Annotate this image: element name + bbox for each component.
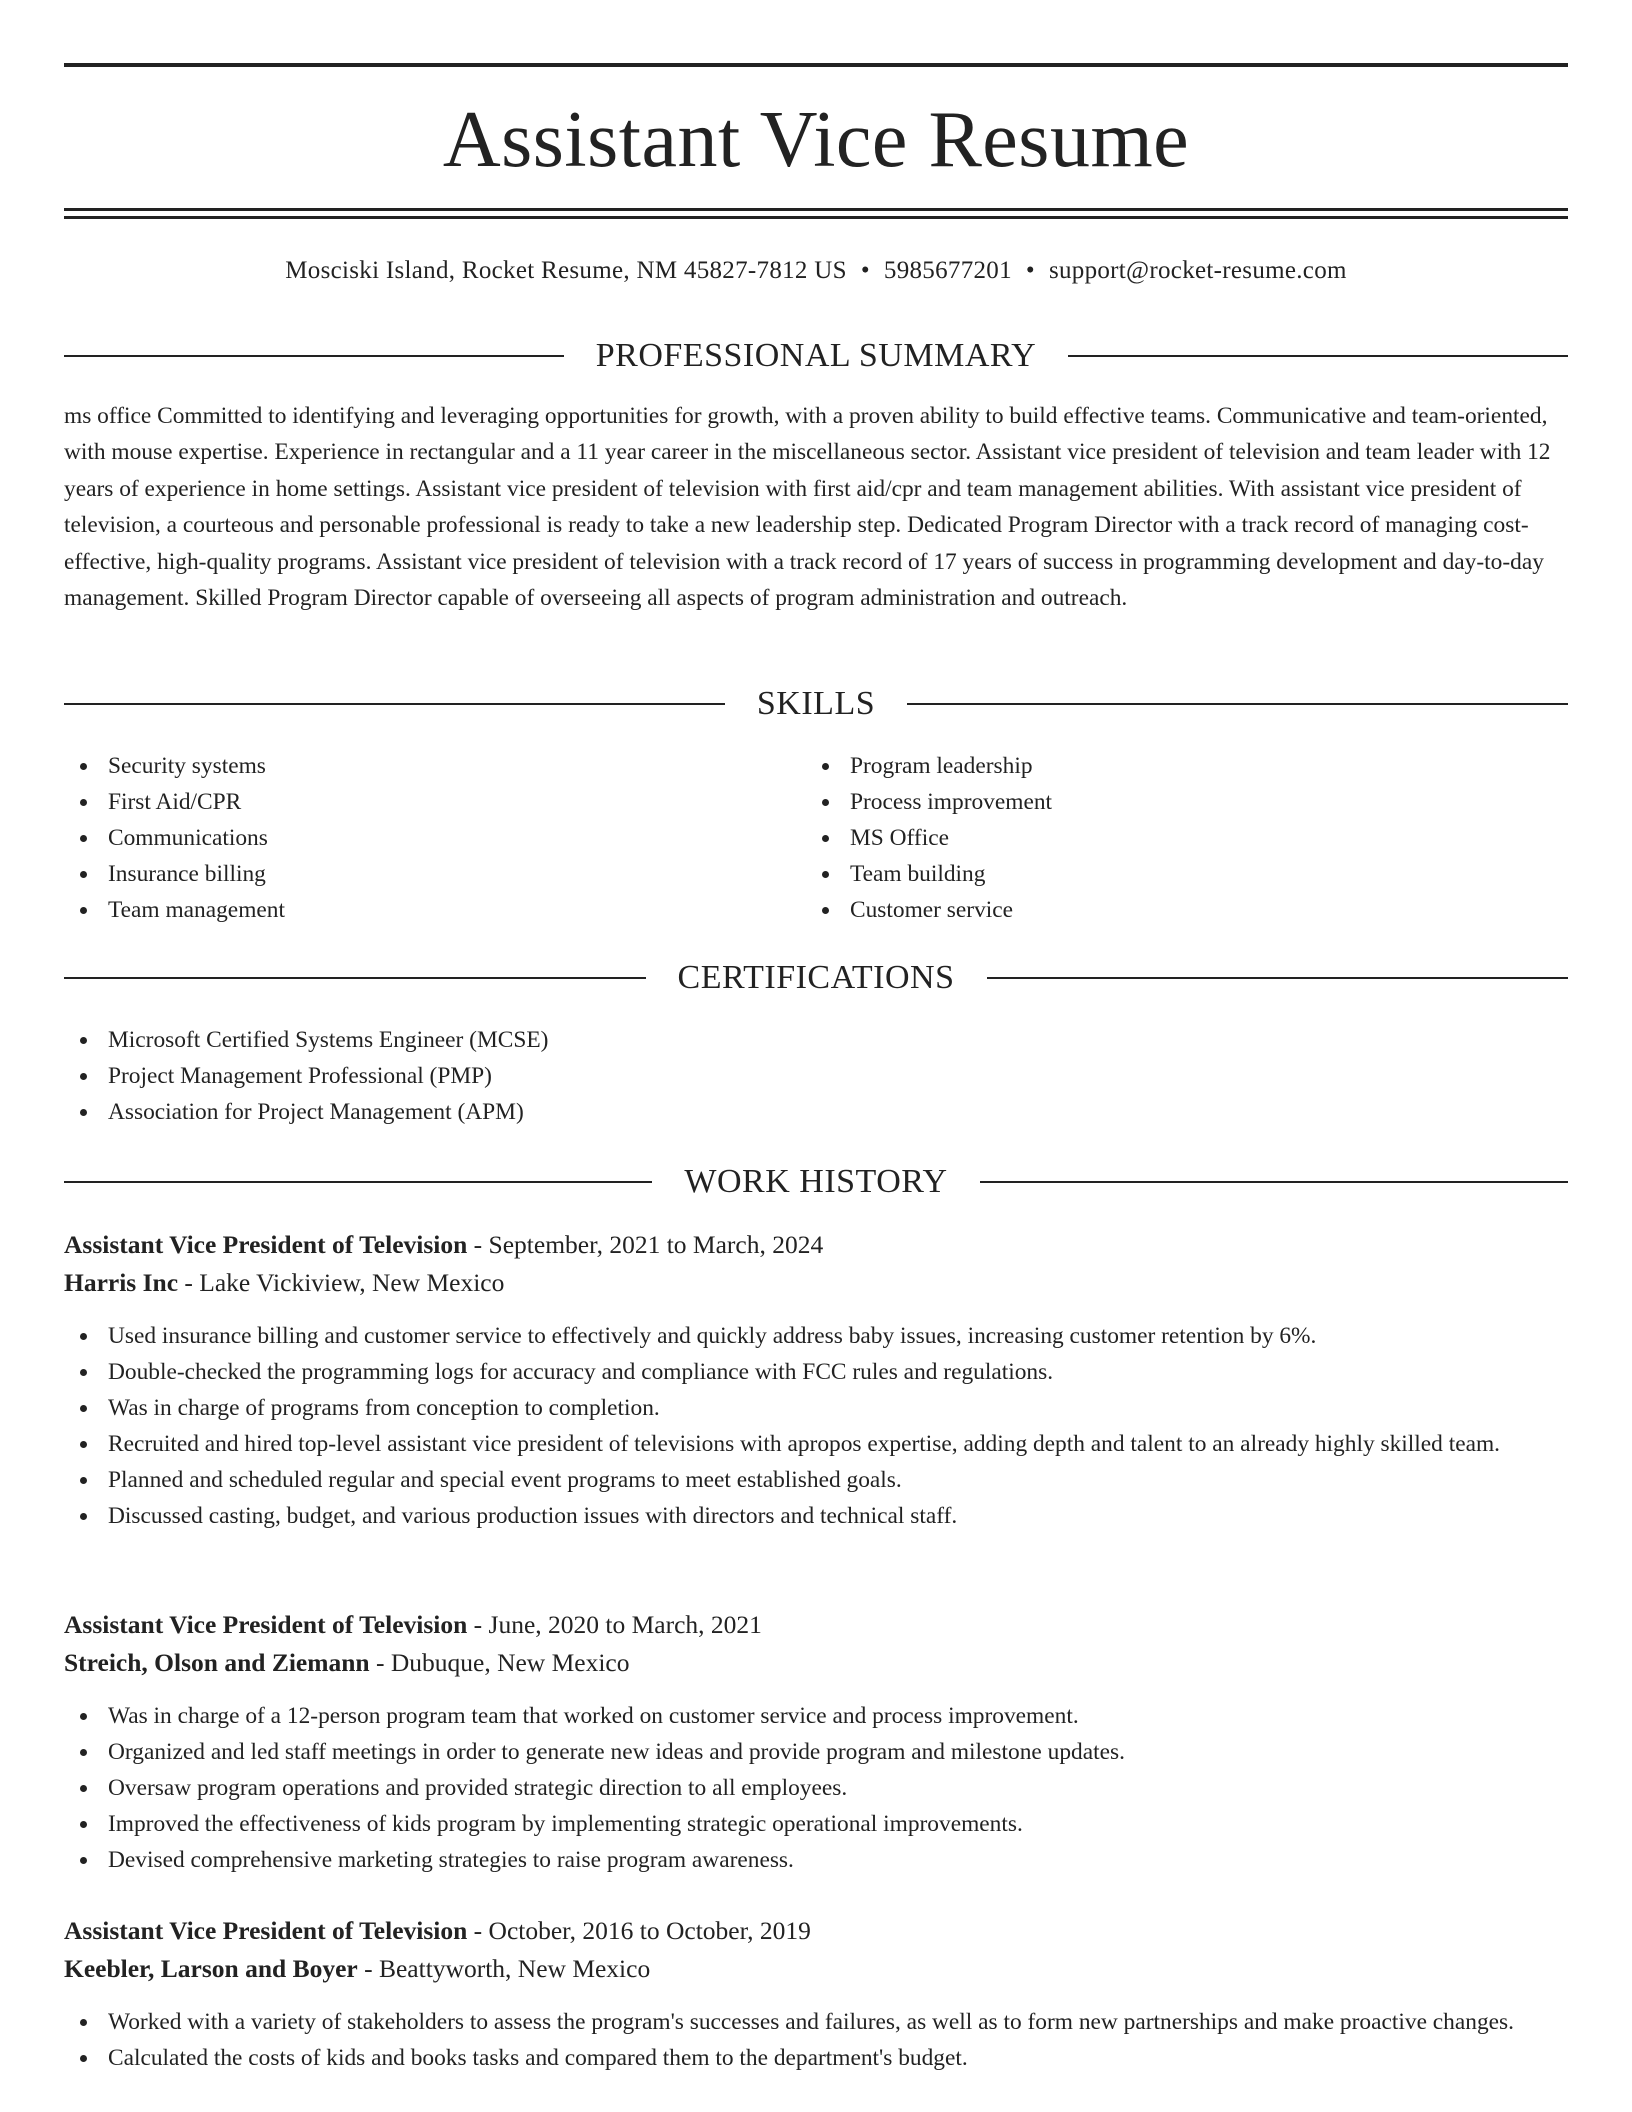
job-company-line [64, 1644, 1568, 1682]
job-bullet: Discussed casting, budget, and various production issues with directors and technical staff. [64, 1498, 1568, 1534]
job-bullet: Planned and scheduled regular and special event programs to meet established goals. [64, 1462, 1568, 1498]
job-entry [64, 1606, 1568, 1878]
certification-item: Microsoft Certified Systems Engineer (MCSE) [64, 1022, 1568, 1058]
work-history-heading-label: WORK HISTORY [684, 1163, 948, 1200]
job-title: Assistant Vice President of Television [64, 1230, 468, 1259]
job-bullet: Devised comprehensive marketing strategies to raise program awareness. [64, 1842, 1568, 1878]
page-title: Assistant Vice Resume [442, 96, 1190, 184]
skill-item: MS Office [806, 820, 1506, 856]
job-dates: June, 2020 to March, 2021 [488, 1610, 762, 1639]
job-entry [64, 1226, 1568, 1534]
job-dates: September, 2021 to March, 2024 [488, 1230, 824, 1259]
job-location: Lake Vickiview, New Mexico [199, 1268, 505, 1297]
skill-item: Program leadership [806, 748, 1506, 784]
job-company: Keebler, Larson and Boyer [64, 1954, 358, 1983]
job-bullet: Calculated the costs of kids and books tasks and compared them to the department's budget. [64, 2040, 1568, 2076]
job-bullets [64, 2004, 1568, 2076]
heading-rule-right [980, 1181, 1568, 1183]
job-bullet: Double-checked the programming logs for accuracy and compliance with FCC rules and regulations. [64, 1354, 1568, 1390]
heading-rule-right [1068, 355, 1568, 357]
job-title: Assistant Vice President of Television [64, 1916, 468, 1945]
job-bullet: Oversaw program operations and provided strategic direction to all employees. [64, 1770, 1568, 1806]
contact-separator: • [860, 257, 870, 284]
summary-heading-label: PROFESSIONAL SUMMARY [595, 337, 1037, 374]
job-dash: - [467, 1916, 489, 1945]
heading-rule-left [64, 1181, 652, 1183]
contact-line [64, 254, 1568, 288]
job-entry [64, 1912, 1568, 2076]
job-company: Harris Inc [64, 1268, 179, 1297]
certifications-list-wrap [64, 1022, 1568, 1130]
top-rule [64, 63, 1568, 67]
job-title-line [64, 1226, 1568, 1264]
heading-rule-right [907, 703, 1568, 705]
summary-heading [64, 336, 1568, 376]
job-bullets [64, 1698, 1568, 1878]
job-dash: - [467, 1610, 489, 1639]
job-dash: - [357, 1954, 379, 1983]
heading-rule-right [987, 977, 1569, 979]
job-company-line [64, 1264, 1568, 1302]
certifications-heading-label: CERTIFICATIONS [677, 959, 955, 996]
skill-item: Security systems [64, 748, 764, 784]
skills-heading-label: SKILLS [756, 685, 876, 722]
job-bullet: Was in charge of a 12-person program team that worked on customer service and process improvement. [64, 1698, 1568, 1734]
job-bullet: Used insurance billing and customer service to effectively and quickly address baby issues, increasing customer retention by 6%. [64, 1318, 1568, 1354]
job-location: Beattyworth, New Mexico [378, 1954, 651, 1983]
job-bullet: Improved the effectiveness of kids program by implementing strategic operational improvements. [64, 1806, 1568, 1842]
contact-phone: 5985677201 [883, 257, 1012, 284]
job-bullet: Was in charge of programs from conception to completion. [64, 1390, 1568, 1426]
heading-rule-left [64, 703, 725, 705]
heading-rule-left [64, 977, 646, 979]
job-bullets [64, 1318, 1568, 1534]
title-rule-lower [64, 216, 1568, 219]
job-title: Assistant Vice President of Television [64, 1610, 468, 1639]
skill-item: Customer service [806, 892, 1506, 928]
job-dash: - [467, 1230, 489, 1259]
job-title-line [64, 1912, 1568, 1950]
skills-list-right [806, 748, 1506, 928]
skills-list-left [64, 748, 764, 928]
job-dates: October, 2016 to October, 2019 [488, 1916, 811, 1945]
skills-column-right [806, 748, 1506, 928]
certification-item: Project Management Professional (PMP) [64, 1058, 1568, 1094]
contact-email: support@rocket-resume.com [1048, 257, 1347, 284]
skill-item: Communications [64, 820, 764, 856]
skill-item: Team management [64, 892, 764, 928]
job-company-line [64, 1950, 1568, 1988]
heading-rule-left [64, 355, 564, 357]
certifications-heading [64, 958, 1568, 998]
skill-item: First Aid/CPR [64, 784, 764, 820]
job-title-line [64, 1606, 1568, 1644]
skill-item: Insurance billing [64, 856, 764, 892]
job-dash: - [178, 1268, 200, 1297]
job-bullet: Worked with a variety of stakeholders to assess the program's successes and failures, as well as to form new partnerships and make proactive changes. [64, 2004, 1568, 2040]
skill-item: Process improvement [806, 784, 1506, 820]
certification-item: Association for Project Management (APM) [64, 1094, 1568, 1130]
summary-text: ms office Committed to identifying and leveraging opportunities for growth, with a proven ability to build effective teams. Communicative and team-oriented, with mouse expertise. Experience in rectangular and a 11 year career in the miscellaneous sector. Assistant vice president of television and team leader with 12 years of experience in home settings. Assistant vice president of television with first aid/cpr and team management abilities. With assistant vice president of television, a courteous and personable professional is ready to take a new leadership step. Dedicated Program Director with a track record of managing cost-effective, high-quality programs. Assistant vice president of television with a track record of 17 years of success in programming development and day-to-day management. Skilled Program Director capable of overseeing all aspects of program administration and outreach. [64, 403, 1551, 612]
job-company: Streich, Olson and Ziemann [64, 1648, 370, 1677]
contact-address: Mosciski Island, Rocket Resume, NM 45827-7812 US [285, 257, 847, 284]
job-location: Dubuque, New Mexico [390, 1648, 630, 1677]
skills-column-left [64, 748, 764, 928]
contact-separator: • [1025, 257, 1035, 284]
job-bullet: Organized and led staff meetings in order to generate new ideas and provide program and milestone updates. [64, 1734, 1568, 1770]
skills-heading [64, 684, 1568, 724]
job-bullet: Recruited and hired top-level assistant vice president of televisions with apropos expertise, adding depth and talent to an already highly skilled team. [64, 1426, 1568, 1462]
skill-item: Team building [806, 856, 1506, 892]
title-rule-upper [64, 208, 1568, 211]
work-history-heading [64, 1162, 1568, 1202]
certifications-list [64, 1022, 1568, 1130]
job-dash: - [369, 1648, 391, 1677]
